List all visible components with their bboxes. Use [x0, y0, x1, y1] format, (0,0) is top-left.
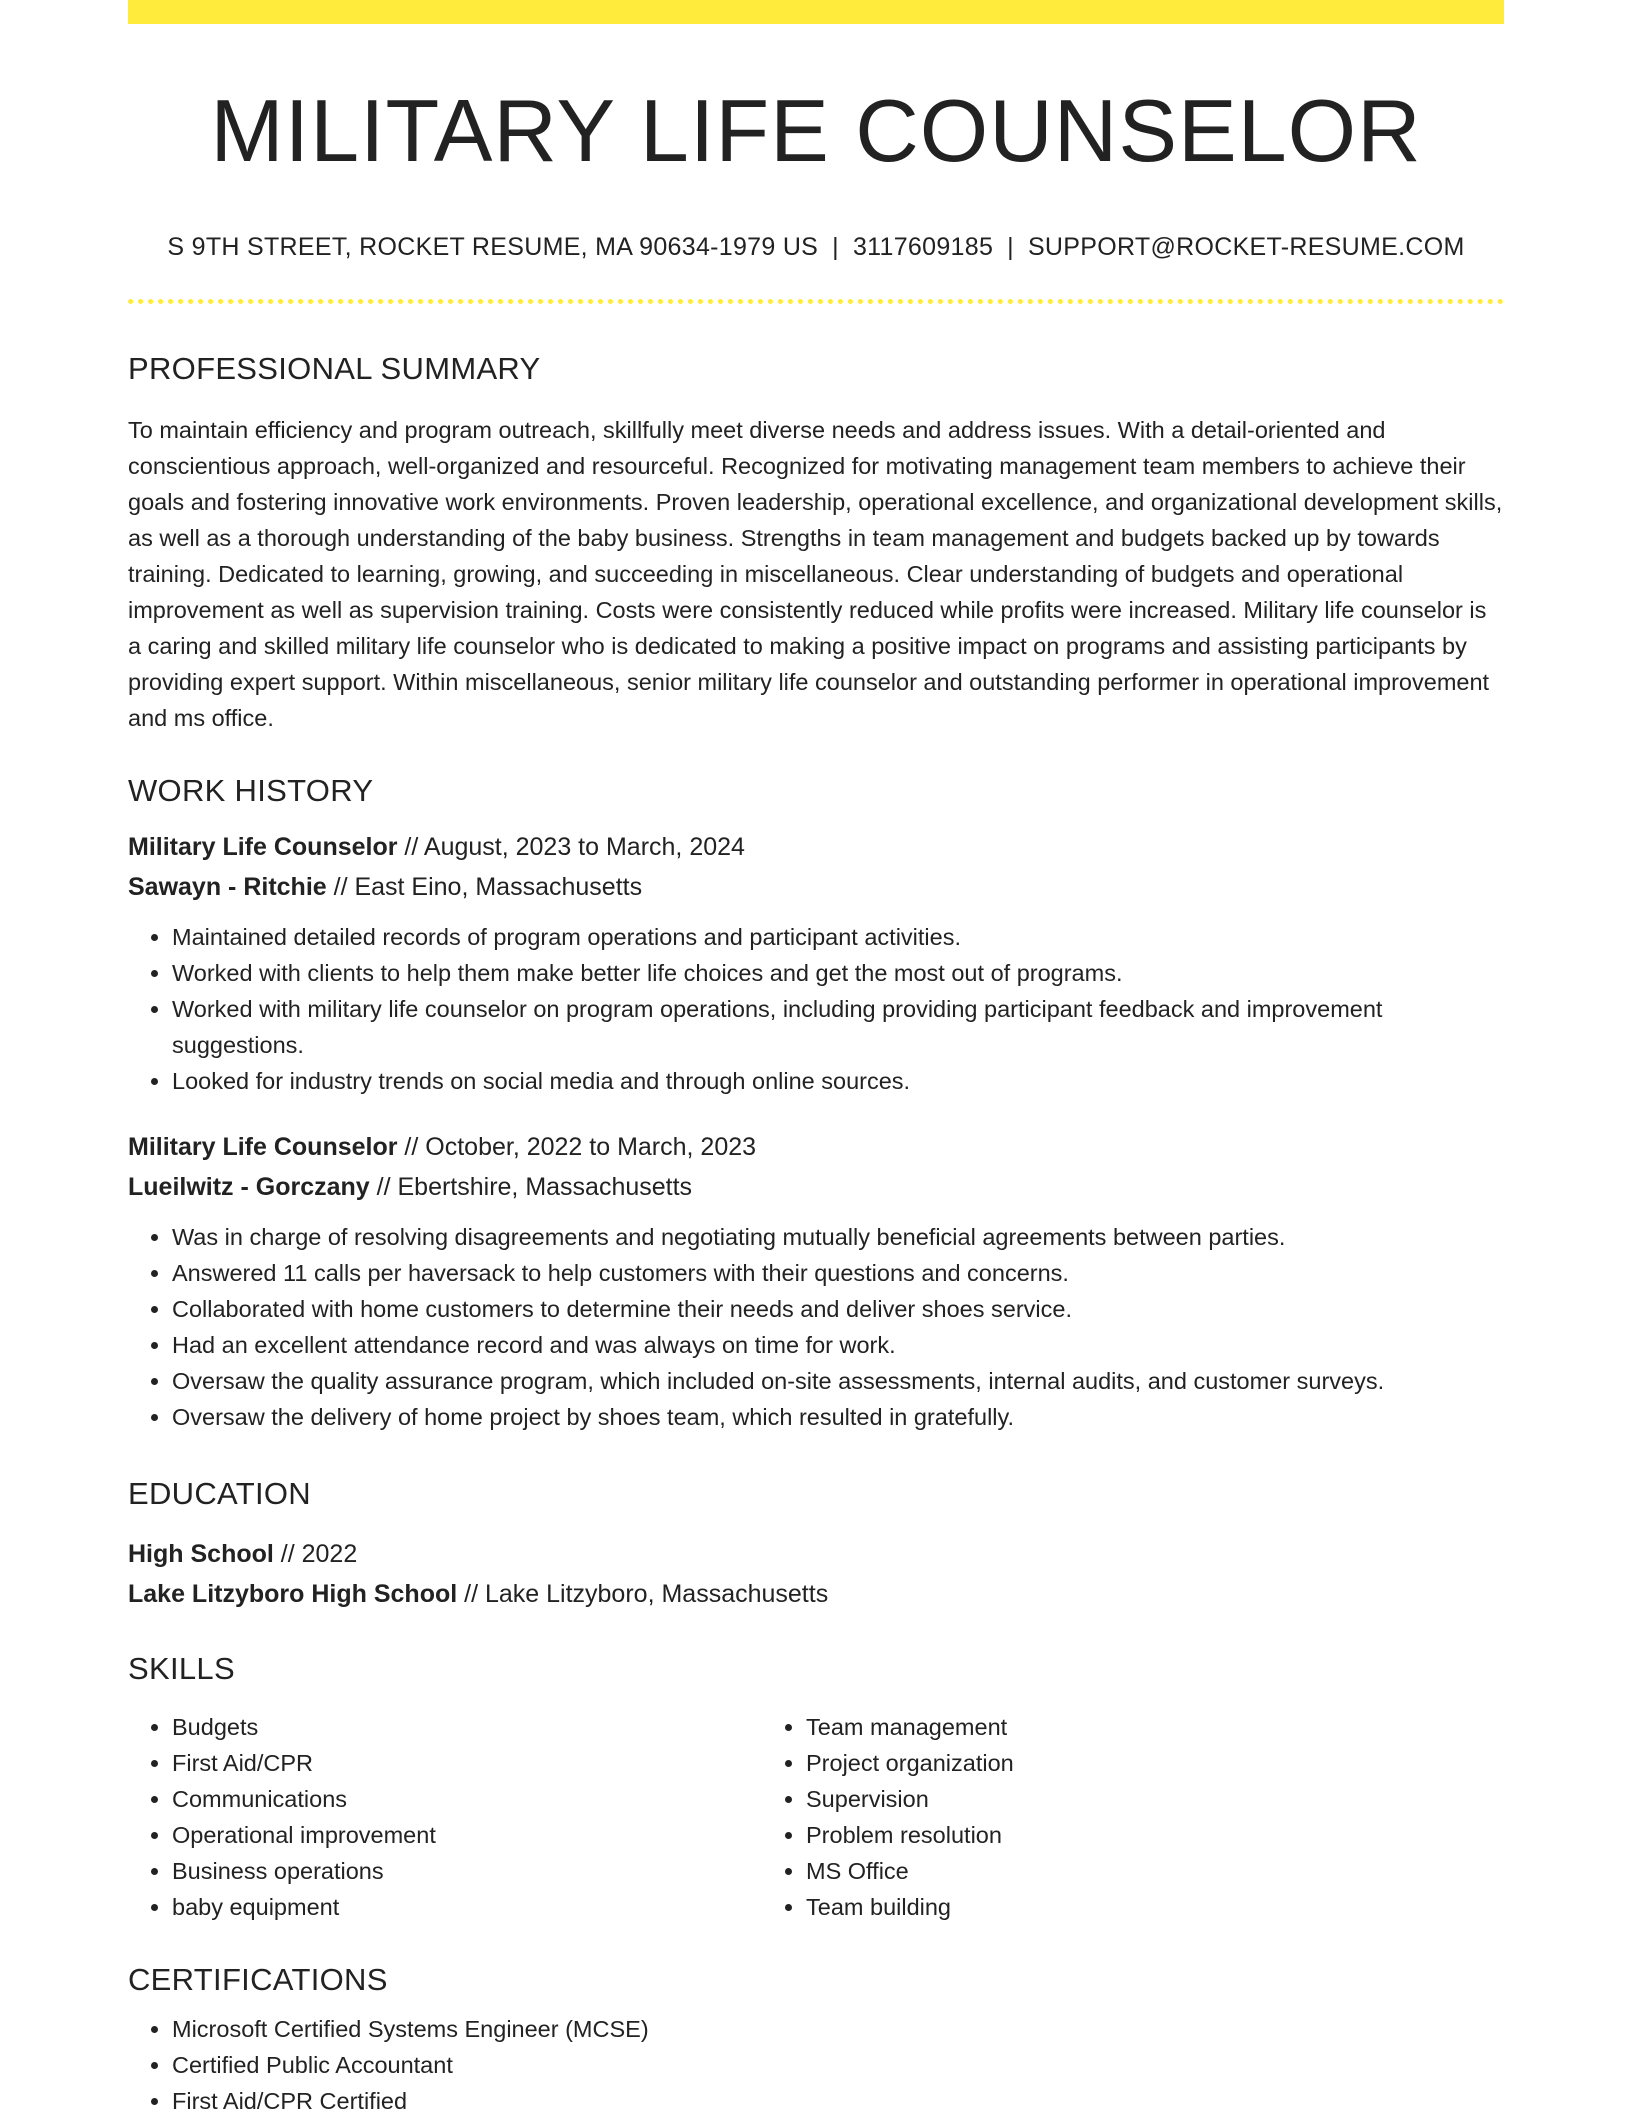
list-item: • Answered 11 calls per haversack to help customers with their questions and concerns.	[172, 1255, 1504, 1291]
skill-item: • baby equipment	[172, 1889, 762, 1925]
summary-heading: PROFESSIONAL SUMMARY	[128, 350, 541, 386]
contact-separator: |	[1007, 232, 1014, 261]
job-entry	[128, 1127, 1504, 1435]
list-item: • Looked for industry trends on social media and through online sources.	[172, 1063, 1504, 1099]
job-title: Military Life Counselor	[128, 832, 398, 861]
job-bullets	[128, 1219, 1504, 1435]
list-item: • Was in charge of resolving disagreements and negotiating mutually beneficial agreements between parties.	[172, 1219, 1504, 1255]
summary-text: To maintain efficiency and program outreach, skillfully meet diverse needs and address issues. With a detail-oriented and conscientious approach, well-organized and resourceful. Recognized for motivating management team members to achieve their goals and fostering innovative work environments. Proven leadership, operational excellence, and organizational development skills, as well as a thorough understanding of the baby business. Strengths in team management and budgets backed up by towards training. Dedicated to learning, growing, and succeeding in miscellaneous. Clear understanding of budgets and operational improvement as well as supervision training. Costs were consistently reduced while profits were increased. Military life counselor is a caring and skilled military life counselor who is dedicated to making a positive impact on programs and assisting participants by providing expert support. Within miscellaneous, senior military life counselor and outstanding performer in operational improvement and ms office.	[128, 416, 1503, 731]
skill-item: • MS Office	[806, 1853, 1396, 1889]
job-title-line	[128, 1127, 1504, 1167]
contact-line	[128, 232, 1504, 262]
list-item: • Oversaw the delivery of home project by shoes team, which resulted in gratefully.	[172, 1399, 1504, 1435]
list-item: • Maintained detailed records of program operations and participant activities.	[172, 919, 1504, 955]
list-item: • Had an excellent attendance record and was always on time for work.	[172, 1327, 1504, 1363]
accent-bar	[128, 0, 1504, 24]
dotted-divider	[128, 299, 1504, 304]
skill-item: • Budgets	[172, 1709, 762, 1745]
resume-title: MILITARY LIFE COUNSELOR	[210, 81, 1422, 180]
skill-item: • Communications	[172, 1781, 762, 1817]
certification-item: • Microsoft Certified Systems Engineer (MCSE)	[172, 2011, 1504, 2047]
job-title: Military Life Counselor	[128, 1132, 398, 1161]
job-location: // Ebertshire, Massachusetts	[369, 1172, 693, 1201]
job-company-line	[128, 1167, 1504, 1207]
contact-phone: 3117609185	[852, 232, 994, 261]
job-entry	[128, 827, 1504, 1099]
skill-item: • First Aid/CPR	[172, 1745, 762, 1781]
skill-item: • Team building	[806, 1889, 1396, 1925]
job-dates: // October, 2022 to March, 2023	[397, 1132, 757, 1161]
education-heading: EDUCATION	[128, 1475, 311, 1511]
certification-item: • First Aid/CPR Certified	[172, 2083, 1504, 2119]
job-company: Lueilwitz - Gorczany	[128, 1172, 370, 1201]
contact-address: S 9TH STREET, ROCKET RESUME, MA 90634-1979 US	[167, 232, 819, 261]
resume-page	[128, 0, 1504, 2119]
list-item: • Worked with clients to help them make better life choices and get the most out of programs.	[172, 955, 1504, 991]
education-location: // Lake Litzyboro, Massachusetts	[457, 1580, 829, 1609]
job-company-line	[128, 867, 1504, 907]
job-bullets	[128, 919, 1504, 1099]
education-degree: High School	[128, 1540, 274, 1569]
skills-heading: SKILLS	[128, 1651, 235, 1687]
certifications-list	[128, 2011, 1504, 2119]
skill-item: • Problem resolution	[806, 1817, 1396, 1853]
contact-separator: |	[832, 232, 839, 261]
skill-item: • Business operations	[172, 1853, 762, 1889]
education-school: Lake Litzyboro High School	[128, 1580, 458, 1609]
education-year: // 2022	[273, 1540, 358, 1569]
job-company: Sawayn - Ritchie	[128, 872, 327, 901]
skill-item: • Supervision	[806, 1781, 1396, 1817]
skills-list-left	[128, 1709, 762, 1925]
education-degree-line	[128, 1534, 1504, 1574]
certification-item: • Certified Public Accountant	[172, 2047, 1504, 2083]
list-item: • Oversaw the quality assurance program, which included on-site assessments, internal audits, and customer surveys.	[172, 1363, 1504, 1399]
skills-columns	[128, 1709, 1504, 1925]
education-school-line	[128, 1574, 1504, 1614]
work-history-heading: WORK HISTORY	[128, 772, 374, 808]
skill-item: • Project organization	[806, 1745, 1396, 1781]
list-item: • Worked with military life counselor on program operations, including providing participant feedback and improvement suggestions.	[172, 991, 1504, 1063]
skill-item: • Team management	[806, 1709, 1396, 1745]
job-dates: // August, 2023 to March, 2024	[397, 832, 745, 861]
skill-item: • Operational improvement	[172, 1817, 762, 1853]
certifications-heading: CERTIFICATIONS	[128, 1962, 388, 1998]
job-location: // East Eino, Massachusetts	[326, 872, 643, 901]
list-item: • Collaborated with home customers to determine their needs and deliver shoes service.	[172, 1291, 1504, 1327]
job-title-line	[128, 827, 1504, 867]
skills-list-right	[762, 1709, 1396, 1925]
contact-email: SUPPORT@ROCKET-RESUME.COM	[1027, 232, 1465, 261]
